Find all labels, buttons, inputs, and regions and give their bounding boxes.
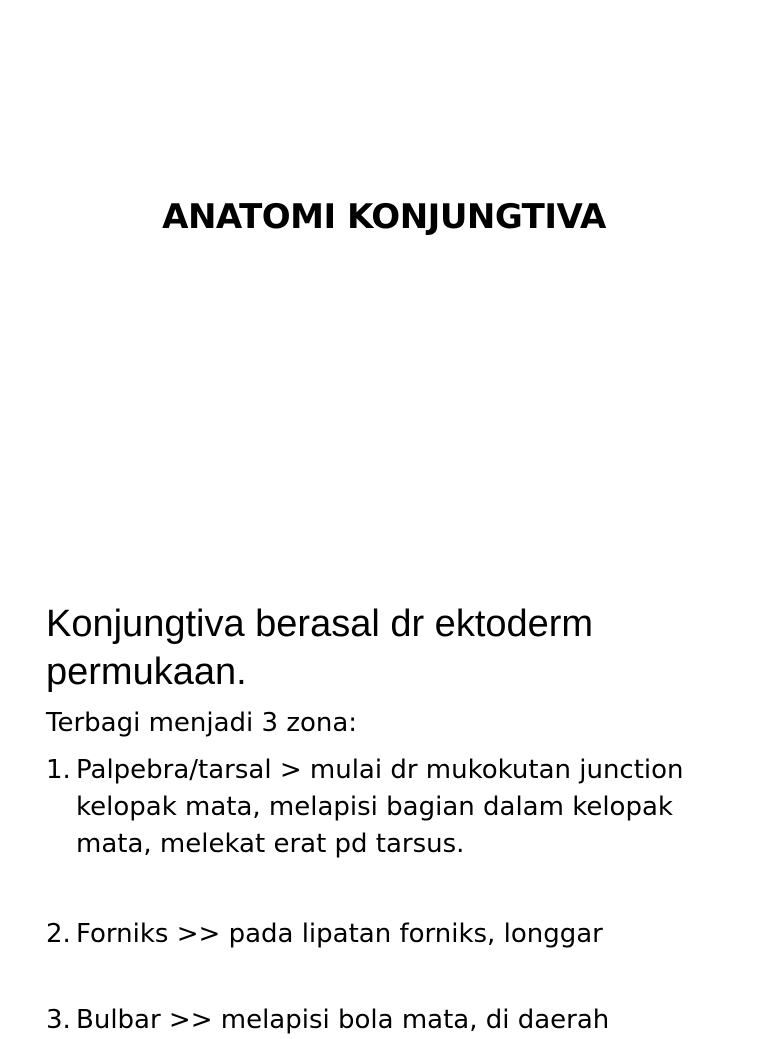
list-item-text: Palpebra/tarsal > mulai dr mukokutan junction kelopak mata, melapisi bagian dalam kelopak mata, melekat erat pd tarsus. [76,755,684,859]
list-item-number: 1. [46,755,71,785]
intro-text: Konjungtiva berasal dr ektoderm permukaan. [46,603,594,693]
list-item-text: Forniks >> pada lipatan forniks, longgar [76,919,603,949]
list-item-number: 3. [46,1005,71,1035]
list-item [46,752,746,863]
list-item-text: Bulbar >> melapisi bola mata, di daerah [76,1005,610,1035]
slide-title: ANATOMI KONJUNGTIVA [162,197,606,237]
list-item [46,916,746,953]
zones-heading: Terbagi menjadi 3 zona: [46,708,358,738]
list-item-number: 2. [46,919,71,949]
list-item [46,1002,746,1039]
